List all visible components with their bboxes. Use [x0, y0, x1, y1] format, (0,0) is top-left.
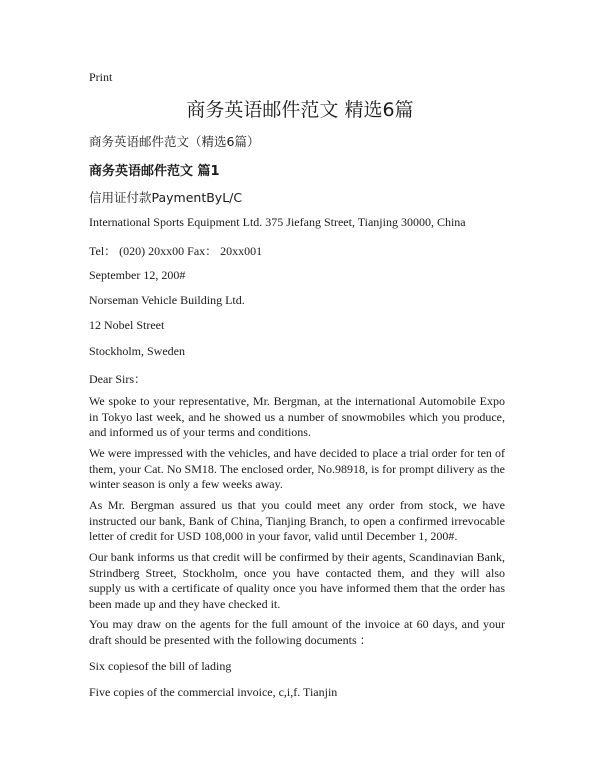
document-list-item: Five copies of the commercial invoice, c,i,f. Tianjin — [89, 685, 338, 699]
salutation: Dear Sirs： — [89, 372, 146, 386]
document-list-item: Six copiesof the bill of lading — [89, 659, 232, 673]
recipient-city: Stockholm, Sweden — [89, 344, 185, 358]
body-paragraph: We spoke to your representative, Mr. Bergman, at the international Automobile Expo in Tokyo last week, and he showed us a number of snowmobiles which you produce, and informed us of your terms and conditions. — [89, 394, 505, 439]
sender-address: International Sports Equipment Ltd. 375 Jiefang Street, Tianjing 30000, China — [89, 215, 466, 229]
subtitle: 商务英语邮件范文（精选6篇） — [89, 134, 260, 149]
body-paragraph: Our bank informs us that credit will be confirmed by their agents, Scandinavian Bank, Strindberg Street, Stockholm, once you have contacted them, and they will also supply us with a certificate of quality once you have informed them that the order has been made up and they have checked it. — [89, 550, 505, 611]
section-heading: 商务英语邮件范文 篇1 — [89, 164, 220, 179]
print-label: Print — [89, 70, 113, 84]
letter-date: September 12, 200# — [89, 268, 186, 282]
body-paragraph: We were impressed with the vehicles, and have decided to place a trial order for ten of them, your Cat. No SM18. The enclosed order, No.98918, is for prompt dilivery as the winter season is only a few weeks away. — [89, 446, 505, 491]
page-title: 商务英语邮件范文 精选6篇 — [186, 99, 414, 121]
body-paragraph: As Mr. Bergman assured us that you could meet any order from stock, we have instructed our bank, Bank of China, Tianjing Branch, to open a confirmed irrevocable letter of credit for USD 108,000 in your favor, valid until December 1, 200#. — [89, 498, 505, 543]
recipient-street: 12 Nobel Street — [89, 318, 165, 332]
phone-fax: Tel： (020) 20xx00 Fax： 20xx001 — [89, 244, 263, 258]
body-paragraph: You may draw on the agents for the full amount of the invoice at 60 days, and your draft should be presented with the following documents ： — [89, 617, 505, 647]
letter-subject: 信用证付款PaymentByL/C — [89, 190, 243, 205]
recipient-name: Norseman Vehicle Building Ltd. — [89, 293, 245, 307]
